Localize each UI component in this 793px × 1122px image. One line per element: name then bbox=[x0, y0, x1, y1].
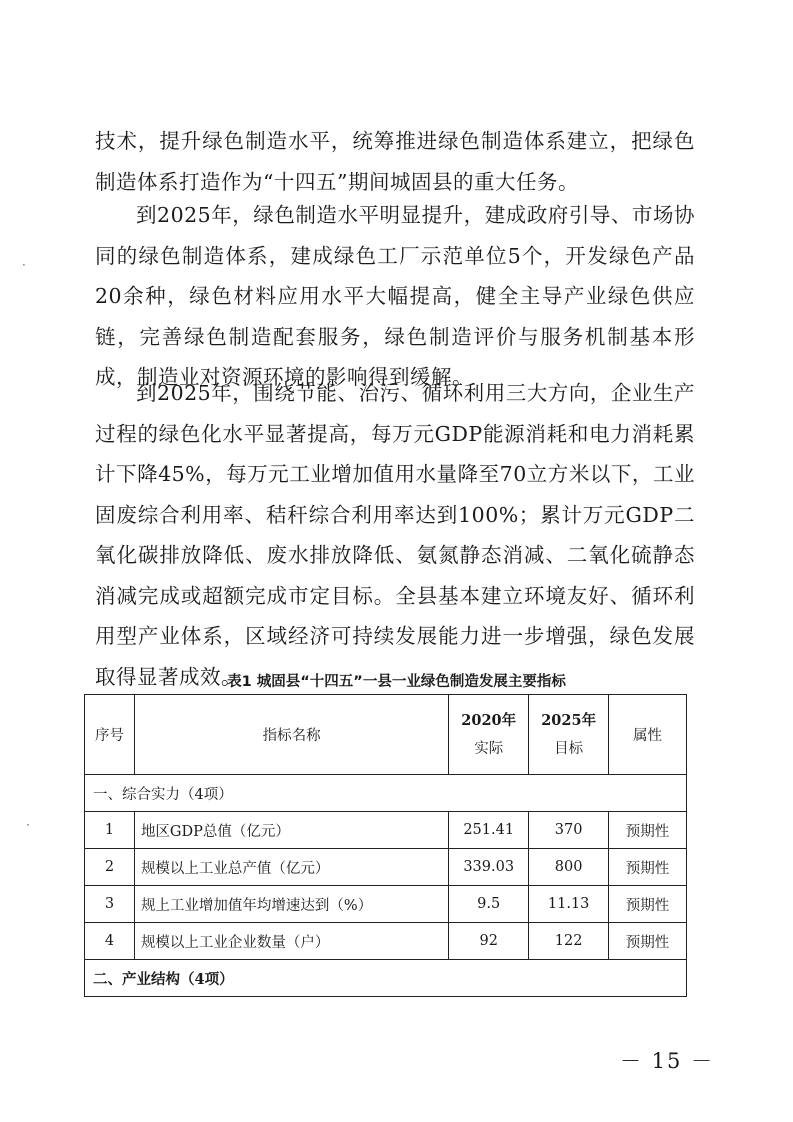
section-label: 一、综合实力（4项） bbox=[85, 775, 687, 812]
scan-speck: · bbox=[22, 258, 26, 272]
header-2025-sub: 目标 bbox=[554, 740, 584, 757]
cell-2025: 122 bbox=[529, 923, 609, 960]
paragraph-3: 到2025年，围绕节能、治污、循环利用三大方向，企业生产过程的绿色化水平显著提高，每万元GDP能源消耗和电力消耗累计下降45%，每万元工业增加值用水量降至70立方米以下，工业固废综合利用率、秸秆综合利用率达到100%；累计万元GDP二氧化碳排放降低、废水排放降低、氨氮静态消减、二氧化硫静态消减完成或超额完成市定目标。全县基本建立环境友好、循环利用型产业体系，区域经济可持续发展能力进一步增强，绿色发展取得显著成效。 bbox=[95, 381, 695, 689]
section-row bbox=[85, 960, 687, 997]
scan-speck: · bbox=[26, 818, 30, 832]
header-2025-year: 2025年 bbox=[541, 711, 597, 729]
cell-no: 4 bbox=[85, 923, 135, 960]
cell-2020: 251.41 bbox=[449, 812, 529, 849]
table-row bbox=[85, 886, 687, 923]
table-header-row bbox=[85, 695, 687, 775]
cell-no: 3 bbox=[85, 886, 135, 923]
header-2020-sub: 实际 bbox=[474, 740, 504, 757]
section-row bbox=[85, 775, 687, 812]
paragraph-2: 到2025年，绿色制造水平明显提升，建成政府引导、市场协同的绿色制造体系，建成绿色工厂示范单位5个，开发绿色产品20余种，绿色材料应用水平大幅提高，健全主导产业绿色供应链，完善绿色制造配套服务，绿色制造评价与服务机制基本形成，制造业对资源环境的影响得到缓解。 bbox=[95, 203, 695, 389]
header-2020 bbox=[449, 695, 529, 775]
cell-2025: 370 bbox=[529, 812, 609, 849]
header-name: 指标名称 bbox=[134, 695, 448, 775]
page-number: － 15 － bbox=[620, 1049, 715, 1073]
table-caption: 表1 城固县“十四五”一县一业绿色制造发展主要指标 bbox=[227, 674, 566, 690]
section-label: 二、产业结构（4项） bbox=[85, 960, 687, 997]
cell-2020: 9.5 bbox=[449, 886, 529, 923]
header-attr: 属性 bbox=[609, 695, 687, 775]
cell-name: 规上工业增加值年均增速达到（%） bbox=[134, 886, 448, 923]
table-row bbox=[85, 849, 687, 886]
cell-name: 地区GDP总值（亿元） bbox=[134, 812, 448, 849]
cell-2025: 11.13 bbox=[529, 886, 609, 923]
cell-name: 规模以上工业企业数量（户） bbox=[134, 923, 448, 960]
header-2020-year: 2020年 bbox=[461, 711, 517, 729]
header-2025 bbox=[529, 695, 609, 775]
cell-attr: 预期性 bbox=[609, 812, 687, 849]
table-row bbox=[85, 812, 687, 849]
cell-2020: 339.03 bbox=[449, 849, 529, 886]
cell-attr: 预期性 bbox=[609, 923, 687, 960]
cell-no: 2 bbox=[85, 849, 135, 886]
cell-2025: 800 bbox=[529, 849, 609, 886]
table-row bbox=[85, 923, 687, 960]
cell-attr: 预期性 bbox=[609, 886, 687, 923]
header-no: 序号 bbox=[85, 695, 135, 775]
cell-2020: 92 bbox=[449, 923, 529, 960]
cell-no: 1 bbox=[85, 812, 135, 849]
indicator-table bbox=[84, 694, 687, 997]
cell-name: 规模以上工业总产值（亿元） bbox=[134, 849, 448, 886]
paragraph-1: 技术，提升绿色制造水平，统筹推进绿色制造体系建立，把绿色制造体系打造作为“十四五”期间城固县的重大任务。 bbox=[95, 129, 695, 194]
cell-attr: 预期性 bbox=[609, 849, 687, 886]
